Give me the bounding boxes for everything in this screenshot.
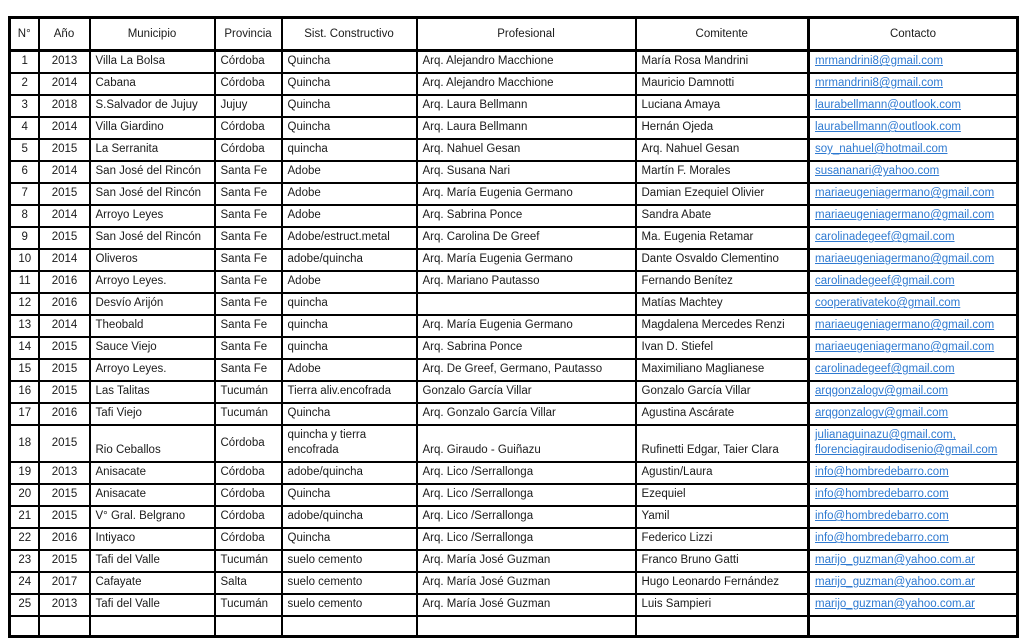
cell-municipio: Tafi del Valle [90, 550, 215, 572]
cell-provincia: Córdoba [215, 117, 282, 139]
cell-ano: 2015 [39, 550, 90, 572]
table-row [10, 484, 1018, 506]
cell-sistema: adobe/quincha [282, 462, 417, 484]
email-link[interactable]: mariaeugeniagermano@gmail.com [815, 209, 995, 221]
email-link[interactable]: marijo_guzman@yahoo.com.ar [815, 598, 975, 610]
cell-provincia: Córdoba [215, 528, 282, 550]
cell-municipio: S.Salvador de Jujuy [90, 95, 215, 117]
email-link[interactable]: laurabellmann@outlook.com [815, 121, 961, 133]
cell-sistema: Quincha [282, 51, 417, 74]
column-header-profesional: Profesional [417, 18, 636, 51]
table-row [10, 293, 1018, 315]
cell-ano: 2015 [39, 484, 90, 506]
cell-sistema: Adobe [282, 271, 417, 293]
table-row [10, 506, 1018, 528]
cell-municipio: San José del Rincón [90, 227, 215, 249]
email-link[interactable]: arqgonzalogv@gmail.com [815, 407, 949, 419]
cell-municipio: San José del Rincón [90, 161, 215, 183]
cell-contacto [809, 73, 1018, 95]
cell-comitente: Magdalena Mercedes Renzi [636, 315, 809, 337]
cell-provincia: Tucumán [215, 594, 282, 616]
cell-contacto [809, 550, 1018, 572]
table-row [10, 271, 1018, 293]
email-link[interactable]: cooperativateko@gmail.com [815, 297, 961, 309]
cell-sistema: Adobe [282, 359, 417, 381]
cell-contacto [809, 293, 1018, 315]
column-header-contacto: Contacto [809, 18, 1018, 51]
cell-municipio: Arroyo Leyes [90, 205, 215, 227]
cell-profesional: Gonzalo García Villar [417, 381, 636, 403]
cell-contacto [809, 205, 1018, 227]
cell-ano [39, 616, 90, 636]
email-link[interactable]: susananari@yahoo.com [815, 165, 940, 177]
cell-sistema: quincha [282, 293, 417, 315]
cell-contacto [809, 51, 1018, 74]
cell-profesional [417, 293, 636, 315]
cell-profesional: Arq. Lico /Serrallonga [417, 484, 636, 506]
cell-profesional: Arq. María José Guzman [417, 550, 636, 572]
cell-contacto [809, 359, 1018, 381]
cell-provincia: Santa Fe [215, 161, 282, 183]
cell-sistema: Adobe [282, 205, 417, 227]
table-row [10, 73, 1018, 95]
email-link[interactable]: info@hombredebarro.com [815, 466, 949, 478]
cell-municipio: Villa Giardino [90, 117, 215, 139]
cell-ano: 2014 [39, 73, 90, 95]
cell-profesional: Arq. María José Guzman [417, 594, 636, 616]
cell-municipio: Villa La Bolsa [90, 51, 215, 74]
email-link[interactable]: info@hombredebarro.com [815, 488, 949, 500]
cell-numero: 13 [10, 315, 39, 337]
email-link[interactable]: laurabellmann@outlook.com [815, 99, 961, 111]
cell-profesional: Arq. Carolina De Greef [417, 227, 636, 249]
cell-provincia: Santa Fe [215, 315, 282, 337]
cell-numero: 18 [10, 425, 39, 462]
table-row [10, 249, 1018, 271]
cell-contacto [809, 594, 1018, 616]
cell-numero: 5 [10, 139, 39, 161]
cell-profesional: Arq. Lico /Serrallonga [417, 462, 636, 484]
cell-contacto [809, 484, 1018, 506]
cell-sistema: Tierra aliv.encofrada [282, 381, 417, 403]
cell-numero: 6 [10, 161, 39, 183]
email-link[interactable]: mariaeugeniagermano@gmail.com [815, 253, 995, 265]
cell-provincia: Santa Fe [215, 271, 282, 293]
table-row [10, 117, 1018, 139]
cell-provincia: Santa Fe [215, 205, 282, 227]
cell-ano: 2018 [39, 95, 90, 117]
email-link[interactable]: marijo_guzman@yahoo.com.ar [815, 554, 975, 566]
cell-comitente: Martín F. Morales [636, 161, 809, 183]
email-link[interactable]: marijo_guzman@yahoo.com.ar [815, 576, 975, 588]
cell-ano: 2015 [39, 139, 90, 161]
cell-provincia: Tucumán [215, 403, 282, 425]
email-link[interactable]: info@hombredebarro.com [815, 532, 949, 544]
table-row [10, 51, 1018, 74]
cell-numero: 17 [10, 403, 39, 425]
cell-comitente: Rufinetti Edgar, Taier Clara [636, 425, 809, 462]
email-link[interactable]: soy_nahuel@hotmail.com [815, 143, 948, 155]
table-row [10, 403, 1018, 425]
cell-ano: 2016 [39, 403, 90, 425]
cell-ano: 2016 [39, 528, 90, 550]
cell-comitente: Mauricio Damnotti [636, 73, 809, 95]
cell-profesional: Arq. De Greef, Germano, Pautasso [417, 359, 636, 381]
cell-sistema: Quincha [282, 95, 417, 117]
cell-municipio: Tafi Viejo [90, 403, 215, 425]
cell-comitente [636, 616, 809, 636]
cell-ano: 2017 [39, 572, 90, 594]
cell-municipio: Las Talitas [90, 381, 215, 403]
table-row [10, 462, 1018, 484]
cell-profesional: Arq. Laura Bellmann [417, 117, 636, 139]
cell-sistema: Quincha [282, 73, 417, 95]
table-row [10, 550, 1018, 572]
cell-numero: 3 [10, 95, 39, 117]
cell-profesional: Arq. María Eugenia Germano [417, 183, 636, 205]
cell-contacto [809, 117, 1018, 139]
cell-ano: 2015 [39, 359, 90, 381]
table-row [10, 315, 1018, 337]
cell-ano: 2013 [39, 462, 90, 484]
email-link[interactable]: arqgonzalogv@gmail.com [815, 385, 949, 397]
cell-comitente: Ivan D. Stiefel [636, 337, 809, 359]
cell-comitente: Franco Bruno Gatti [636, 550, 809, 572]
cell-profesional: Arq. Laura Bellmann [417, 95, 636, 117]
cell-provincia: Salta [215, 572, 282, 594]
cell-comitente: Maximiliano Maglianese [636, 359, 809, 381]
cell-numero: 9 [10, 227, 39, 249]
cell-municipio: Tafi del Valle [90, 594, 215, 616]
cell-comitente: María Rosa Mandrini [636, 51, 809, 74]
cell-contacto [809, 227, 1018, 249]
cell-contacto [809, 506, 1018, 528]
column-header-municipio: Municipio [90, 18, 215, 51]
cell-provincia: Tucumán [215, 381, 282, 403]
cell-comitente: Ma. Eugenia Retamar [636, 227, 809, 249]
cell-contacto [809, 95, 1018, 117]
cell-provincia: Córdoba [215, 51, 282, 74]
cell-contacto [809, 403, 1018, 425]
cell-profesional: Arq. Lico /Serrallonga [417, 506, 636, 528]
cell-contacto [809, 528, 1018, 550]
cell-comitente: Hugo Leonardo Fernández [636, 572, 809, 594]
cell-municipio: Rio Ceballos [90, 425, 215, 462]
table-row [10, 337, 1018, 359]
cell-sistema: quincha [282, 315, 417, 337]
cell-provincia: Santa Fe [215, 183, 282, 205]
cell-municipio [90, 616, 215, 636]
cell-numero: 24 [10, 572, 39, 594]
cell-ano: 2013 [39, 594, 90, 616]
cell-municipio: Intiyaco [90, 528, 215, 550]
cell-comitente: Hernán Ojeda [636, 117, 809, 139]
cell-provincia: Córdoba [215, 425, 282, 462]
cell-comitente: Ezequiel [636, 484, 809, 506]
cell-numero: 23 [10, 550, 39, 572]
cell-contacto [809, 249, 1018, 271]
cell-profesional: Arq. Nahuel Gesan [417, 139, 636, 161]
cell-sistema: suelo cemento [282, 572, 417, 594]
cell-profesional: Arq. Giraudo - Guiñazu [417, 425, 636, 462]
cell-numero: 2 [10, 73, 39, 95]
cell-sistema: Adobe/estruct.metal [282, 227, 417, 249]
cell-numero: 21 [10, 506, 39, 528]
cell-sistema: quincha [282, 337, 417, 359]
cell-profesional: Arq. Mariano Pautasso [417, 271, 636, 293]
cell-comitente: Federico Lizzi [636, 528, 809, 550]
cell-comitente: Luciana Amaya [636, 95, 809, 117]
cell-ano: 2015 [39, 337, 90, 359]
cell-municipio: V° Gral. Belgrano [90, 506, 215, 528]
cell-comitente: Matías Machtey [636, 293, 809, 315]
cell-provincia [215, 616, 282, 636]
cell-profesional: Arq. María Eugenia Germano [417, 315, 636, 337]
cell-comitente: Fernando Benítez [636, 271, 809, 293]
email-link[interactable]: mariaeugeniagermano@gmail.com [815, 341, 995, 353]
column-header-sistema: Sist. Constructivo [282, 18, 417, 51]
cell-numero: 10 [10, 249, 39, 271]
cell-numero: 15 [10, 359, 39, 381]
table-row [10, 425, 1018, 462]
cell-profesional: Arq. María José Guzman [417, 572, 636, 594]
cell-comitente: Gonzalo García Villar [636, 381, 809, 403]
cell-municipio: Oliveros [90, 249, 215, 271]
cell-ano: 2015 [39, 425, 90, 462]
cell-contacto [809, 425, 1018, 462]
cell-ano: 2014 [39, 315, 90, 337]
email-link[interactable]: florenciagiraudodisenio@gmail.com [815, 444, 998, 456]
header-row [10, 18, 1018, 51]
cell-contacto [809, 572, 1018, 594]
cell-municipio: Theobald [90, 315, 215, 337]
table-row [10, 227, 1018, 249]
cell-comitente: Luis Sampieri [636, 594, 809, 616]
cell-numero [10, 616, 39, 636]
cell-numero: 16 [10, 381, 39, 403]
cell-municipio: La Serranita [90, 139, 215, 161]
table-row [10, 594, 1018, 616]
cell-numero: 22 [10, 528, 39, 550]
cell-sistema: adobe/quincha [282, 506, 417, 528]
table-row [10, 205, 1018, 227]
cell-municipio: Cafayate [90, 572, 215, 594]
cell-sistema: Quincha [282, 403, 417, 425]
cell-provincia: Córdoba [215, 484, 282, 506]
cell-contacto [809, 139, 1018, 161]
cell-profesional: Arq. María Eugenia Germano [417, 249, 636, 271]
cell-sistema: quincha y tierra encofrada [282, 425, 417, 462]
cell-sistema [282, 616, 417, 636]
cell-provincia: Córdoba [215, 462, 282, 484]
cell-profesional: Arq. Alejandro Macchione [417, 51, 636, 74]
cell-ano: 2015 [39, 381, 90, 403]
cell-contacto [809, 161, 1018, 183]
cell-provincia: Santa Fe [215, 359, 282, 381]
cell-contacto [809, 381, 1018, 403]
cell-municipio: Cabana [90, 73, 215, 95]
cell-sistema: Adobe [282, 183, 417, 205]
cell-ano: 2014 [39, 249, 90, 271]
cell-sistema: suelo cemento [282, 550, 417, 572]
cell-ano: 2014 [39, 117, 90, 139]
table-row [10, 95, 1018, 117]
cell-numero: 1 [10, 51, 39, 74]
cell-comitente: Arq. Nahuel Gesan [636, 139, 809, 161]
cell-comitente: Yamil [636, 506, 809, 528]
column-header-provincia: Provincia [215, 18, 282, 51]
cell-comitente: Agustin/Laura [636, 462, 809, 484]
table-row [10, 161, 1018, 183]
cell-provincia: Santa Fe [215, 227, 282, 249]
cell-ano: 2016 [39, 293, 90, 315]
email-link[interactable]: carolinadegeef@gmail.com [815, 275, 955, 287]
table-row [10, 139, 1018, 161]
cell-sistema: Quincha [282, 117, 417, 139]
cell-numero: 7 [10, 183, 39, 205]
cell-provincia: Córdoba [215, 73, 282, 95]
cell-sistema: Quincha [282, 528, 417, 550]
table-row [10, 359, 1018, 381]
cell-sistema: Quincha [282, 484, 417, 506]
email-link[interactable]: carolinadegeef@gmail.com [815, 363, 955, 375]
cell-sistema: quincha [282, 139, 417, 161]
cell-provincia: Santa Fe [215, 293, 282, 315]
email-link[interactable]: julianaguinazu@gmail.com, [815, 429, 956, 441]
cell-provincia: Jujuy [215, 95, 282, 117]
cell-ano: 2015 [39, 506, 90, 528]
cell-sistema: adobe/quincha [282, 249, 417, 271]
cell-provincia: Tucumán [215, 550, 282, 572]
cell-provincia: Santa Fe [215, 337, 282, 359]
email-link[interactable]: mrmandrini8@gmail.com [815, 77, 943, 89]
table-row [10, 528, 1018, 550]
cell-profesional: Arq. Susana Nari [417, 161, 636, 183]
cell-sistema: Adobe [282, 161, 417, 183]
cell-numero: 4 [10, 117, 39, 139]
email-link[interactable]: info@hombredebarro.com [815, 510, 949, 522]
cell-contacto [809, 616, 1018, 636]
cell-profesional: Arq. Sabrina Ponce [417, 337, 636, 359]
cell-ano: 2013 [39, 51, 90, 74]
cell-ano: 2015 [39, 183, 90, 205]
cell-profesional: Arq. Lico /Serrallonga [417, 528, 636, 550]
email-link[interactable]: mariaeugeniagermano@gmail.com [815, 187, 995, 199]
cell-contacto [809, 271, 1018, 293]
cell-profesional [417, 616, 636, 636]
column-header-ano: Año [39, 18, 90, 51]
cell-municipio: Desvío Arijón [90, 293, 215, 315]
cell-ano: 2014 [39, 205, 90, 227]
cell-municipio: San José del Rincón [90, 183, 215, 205]
cell-numero: 11 [10, 271, 39, 293]
cell-contacto [809, 315, 1018, 337]
cell-numero: 12 [10, 293, 39, 315]
cell-provincia: Córdoba [215, 139, 282, 161]
cell-profesional: Arq. Gonzalo García Villar [417, 403, 636, 425]
table-row [10, 572, 1018, 594]
cell-comitente: Agustina Ascárate [636, 403, 809, 425]
cell-profesional: Arq. Alejandro Macchione [417, 73, 636, 95]
cell-contacto [809, 183, 1018, 205]
cell-numero: 8 [10, 205, 39, 227]
email-link[interactable]: mariaeugeniagermano@gmail.com [815, 319, 995, 331]
cell-ano: 2015 [39, 227, 90, 249]
cell-sistema: suelo cemento [282, 594, 417, 616]
table-row [10, 616, 1018, 636]
cell-municipio: Anisacate [90, 462, 215, 484]
cell-municipio: Anisacate [90, 484, 215, 506]
cell-municipio: Arroyo Leyes. [90, 271, 215, 293]
cell-numero: 20 [10, 484, 39, 506]
cell-municipio: Sauce Viejo [90, 337, 215, 359]
cell-profesional: Arq. Sabrina Ponce [417, 205, 636, 227]
table-row [10, 183, 1018, 205]
cell-contacto [809, 462, 1018, 484]
cell-contacto [809, 337, 1018, 359]
cell-ano: 2014 [39, 161, 90, 183]
cell-numero: 25 [10, 594, 39, 616]
cell-numero: 14 [10, 337, 39, 359]
cell-provincia: Santa Fe [215, 249, 282, 271]
cell-ano: 2016 [39, 271, 90, 293]
cell-comitente: Dante Osvaldo Clementino [636, 249, 809, 271]
cell-comitente: Damian Ezequiel Olivier [636, 183, 809, 205]
column-header-comitente: Comitente [636, 18, 809, 51]
cell-municipio: Arroyo Leyes. [90, 359, 215, 381]
email-link[interactable]: mrmandrini8@gmail.com [815, 55, 943, 67]
registry-table [8, 16, 1019, 638]
table-row [10, 381, 1018, 403]
email-link[interactable]: carolinadegeef@gmail.com [815, 231, 955, 243]
cell-numero: 19 [10, 462, 39, 484]
cell-comitente: Sandra Abate [636, 205, 809, 227]
column-header-numero: N° [10, 18, 39, 51]
cell-provincia: Córdoba [215, 506, 282, 528]
